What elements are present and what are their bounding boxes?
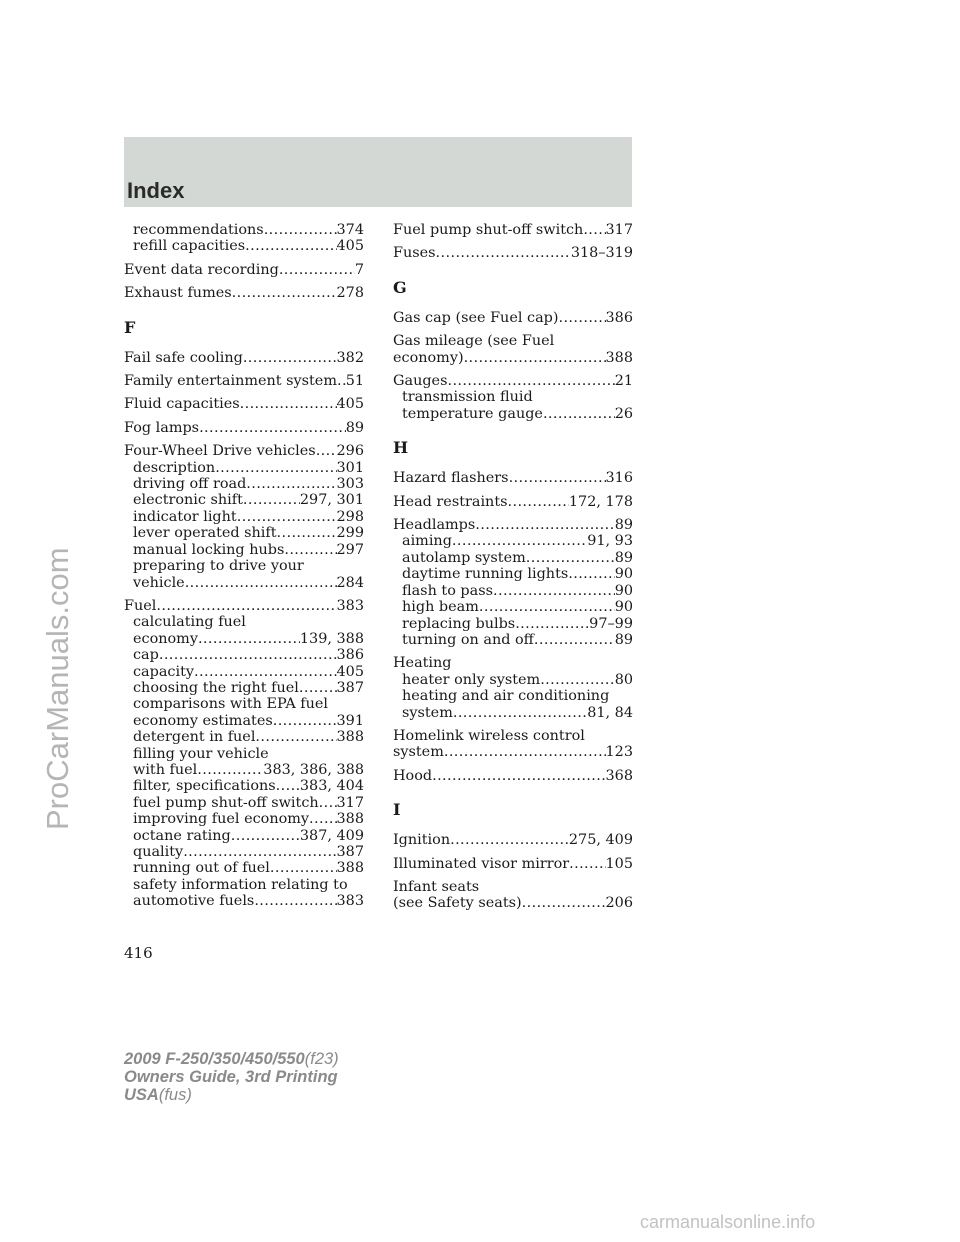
- dot-leader: [432, 768, 605, 784]
- index-entry-term: Fuel: [124, 597, 157, 614]
- index-entry-term: vehicle: [133, 574, 185, 591]
- index-entry: [393, 744, 633, 760]
- dot-leader: [464, 350, 606, 366]
- dot-leader: [444, 744, 606, 760]
- index-subentry: [393, 599, 633, 615]
- index-subentry: [393, 632, 633, 648]
- index-entry: [124, 420, 364, 436]
- index-letter-heading: H: [393, 438, 409, 458]
- footer-market: USA: [124, 1086, 159, 1104]
- index-entry: [393, 333, 633, 349]
- index-entry: [393, 728, 633, 744]
- index-entry-page: 386: [605, 309, 633, 326]
- index-entry-term: transmission fluid: [402, 389, 533, 406]
- index-entry-term: temperature gauge: [402, 405, 543, 422]
- index-subentry: [124, 729, 364, 745]
- index-subentry: [124, 860, 364, 876]
- footer-model-code: (f23): [304, 1050, 339, 1068]
- dot-leader: [534, 632, 615, 648]
- index-entry-term: high beam: [402, 599, 479, 616]
- index-subentry: [124, 631, 364, 647]
- index-entry-term: Heating: [393, 655, 452, 672]
- index-entry-term: turning on and off: [402, 631, 534, 648]
- index-subentry: [124, 575, 364, 591]
- index-subentry: [393, 406, 633, 422]
- index-subentry: [124, 525, 364, 541]
- index-entry: [393, 373, 633, 389]
- index-subentry: [124, 509, 364, 525]
- index-entry: [393, 517, 633, 533]
- index-entry-page: 123: [605, 744, 633, 761]
- dot-leader: [452, 533, 587, 549]
- index-subentry: [393, 389, 633, 405]
- dot-leader: [243, 350, 337, 366]
- index-subentry: [124, 664, 364, 680]
- index-entry-page: 278: [336, 285, 364, 302]
- page-number: 416: [124, 944, 153, 962]
- index-entry-term: replacing bulbs: [402, 615, 516, 632]
- index-subentry: [124, 877, 364, 893]
- index-entry-page: 374: [336, 222, 364, 238]
- index-entry-page: 388: [336, 811, 364, 828]
- index-entry-page: 388: [336, 729, 364, 746]
- index-subentry: [124, 828, 364, 844]
- index-entry-page: 303: [336, 476, 364, 493]
- index-entry: [393, 494, 633, 510]
- dot-leader: [583, 222, 605, 238]
- index-entry-page: 391: [336, 712, 364, 729]
- index-entry-page: 298: [336, 508, 364, 525]
- dot-leader: [319, 795, 337, 811]
- index-entry-term: Gauges: [393, 373, 448, 390]
- dot-leader: [159, 647, 337, 663]
- index-entry-term: daytime running lights: [402, 566, 569, 583]
- dot-leader: [245, 238, 336, 254]
- index-entry: [393, 768, 633, 784]
- index-subentry: [393, 550, 633, 566]
- index-entry-term: system: [402, 704, 453, 721]
- dot-leader: [243, 492, 300, 508]
- index-entry-page: 297: [336, 541, 364, 558]
- index-entry-term: Illuminated visor mirror: [393, 855, 570, 872]
- dot-leader: [276, 778, 300, 794]
- index-entry-term: automotive fuels: [133, 893, 255, 910]
- dot-leader: [316, 443, 337, 459]
- index-subentry: [393, 672, 633, 688]
- index-entry-page: 297, 301: [299, 492, 364, 509]
- index-entry: [393, 856, 633, 872]
- index-entry-term: (see Safety seats): [393, 895, 522, 912]
- index-entry-term: capacity: [133, 663, 195, 680]
- dot-leader: [156, 598, 336, 614]
- header-band: [124, 137, 632, 207]
- index-subentry: [124, 238, 364, 254]
- index-entry-page: 387: [336, 679, 364, 696]
- bottom-watermark: carmanualsonline.info: [640, 1212, 816, 1232]
- index-entry-page: 80: [614, 671, 633, 688]
- dot-leader: [183, 844, 336, 860]
- dot-leader: [447, 373, 614, 389]
- index-subentry: [124, 746, 364, 762]
- index-entry-page: 91, 93: [587, 533, 633, 550]
- index-subentry: [124, 647, 364, 663]
- index-entry-page: 388: [605, 349, 633, 366]
- index-letter-heading: G: [393, 277, 407, 297]
- dot-leader: [273, 713, 337, 729]
- index-subentry: [393, 566, 633, 582]
- dot-leader: [232, 285, 337, 301]
- index-entry-term: Head restraints: [393, 493, 508, 510]
- index-entry: [124, 443, 364, 459]
- index-entry: [393, 655, 633, 671]
- dot-leader: [270, 860, 337, 876]
- index-entry-page: 90: [614, 582, 633, 599]
- dot-leader: [231, 828, 300, 844]
- dot-leader: [198, 631, 300, 647]
- index-entry-page: 89: [614, 549, 633, 566]
- index-entry-page: 317: [336, 794, 364, 811]
- index-entry-page: 97–99: [589, 615, 633, 632]
- index-entry-term: comparisons with EPA fuel: [133, 696, 329, 713]
- dot-leader: [264, 222, 337, 238]
- index-entry-term: manual locking hubs: [133, 541, 285, 558]
- index-entry-page: 405: [336, 663, 364, 680]
- footer-market-code: (fus): [158, 1086, 192, 1104]
- index-entry-term: safety information relating to: [133, 876, 348, 893]
- dot-leader: [558, 310, 605, 326]
- index-entry-page: 386: [336, 647, 364, 664]
- index-entry-page: 383: [336, 597, 364, 614]
- dot-leader: [543, 406, 615, 422]
- index-entry-term: Family entertainment system: [124, 373, 337, 390]
- index-entry-page: 81, 84: [587, 704, 633, 721]
- index-column-right: [393, 222, 633, 912]
- index-entry-term: Fuel pump shut-off switch: [393, 222, 584, 238]
- index-entry-page: 383, 386, 388: [263, 761, 364, 778]
- index-entry-term: Fail safe cooling: [124, 349, 243, 366]
- index-entry-page: 7: [354, 261, 364, 278]
- index-subentry: [124, 542, 364, 558]
- index-entry-page: 383, 404: [299, 778, 364, 795]
- dot-leader: [522, 895, 606, 911]
- index-entry-term: octane rating: [133, 827, 231, 844]
- index-entry-term: Hazard flashers: [393, 470, 509, 487]
- index-subentry: [393, 533, 633, 549]
- index-entry: [393, 350, 633, 366]
- index-entry: [124, 598, 364, 614]
- index-subentry: [124, 795, 364, 811]
- index-entry-page: 89: [614, 517, 633, 534]
- footer-model: 2009 F-250/350/450/550: [124, 1050, 305, 1068]
- index-entry-term: detergent in fuel: [133, 729, 256, 746]
- index-entry-term: electronic shift: [133, 492, 243, 509]
- dot-leader: [299, 680, 337, 696]
- dot-leader: [526, 550, 615, 566]
- index-letter-heading: I: [393, 800, 401, 820]
- index-entry-term: Homelink wireless control: [393, 727, 585, 744]
- index-entry-page: 382: [336, 349, 364, 366]
- index-entry-term: heater only system: [402, 671, 541, 688]
- index-entry-page: 387, 409: [299, 827, 364, 844]
- index-entry-term: improving fuel economy: [133, 811, 310, 828]
- dot-leader: [509, 470, 606, 486]
- index-entry-term: Gas mileage (see Fuel: [393, 333, 555, 350]
- dot-leader: [450, 832, 569, 848]
- index-entry-page: 89: [614, 631, 633, 648]
- dot-leader: [337, 373, 346, 389]
- dot-leader: [185, 575, 337, 591]
- index-entry: [124, 350, 364, 366]
- index-letter-heading: F: [124, 317, 136, 337]
- index-entry-page: 90: [614, 566, 633, 583]
- dot-leader: [246, 476, 336, 492]
- index-entry-term: filter, specifications: [133, 778, 276, 795]
- index-entry-term: Ignition: [393, 832, 451, 849]
- index-entry-term: driving off road: [133, 476, 247, 493]
- index-entry-page: 317: [605, 222, 633, 238]
- dot-leader: [568, 566, 614, 582]
- dot-leader: [515, 616, 589, 632]
- index-subentry: [124, 696, 364, 712]
- index-subentry: [393, 616, 633, 632]
- index-entry-page: 296: [336, 443, 364, 460]
- index-entry-page: 405: [336, 396, 364, 413]
- dot-leader: [237, 509, 337, 525]
- index-entry-term: with fuel: [133, 761, 198, 778]
- dot-leader: [194, 664, 337, 680]
- dot-leader: [453, 705, 587, 721]
- index-entry-term: Gas cap (see Fuel cap): [393, 309, 559, 326]
- index-entry-page: 172, 178: [568, 493, 633, 510]
- index-subentry: [124, 844, 364, 860]
- dot-leader: [279, 262, 355, 278]
- index-entry-term: quality: [133, 844, 184, 860]
- index-entry: [124, 262, 364, 278]
- side-watermark-text: ProCarManuals.com: [40, 547, 75, 830]
- footer-edition-info: [124, 1050, 339, 1104]
- index-entry-page: 26: [614, 405, 633, 422]
- index-entry-term: filling your vehicle: [133, 745, 269, 762]
- index-entry-page: 90: [614, 599, 633, 616]
- index-entry-term: calculating fuel: [133, 614, 246, 631]
- index-entry-page: 206: [605, 895, 633, 912]
- index-entry-term: flash to pass: [402, 582, 493, 599]
- index-subentry: [124, 680, 364, 696]
- index-entry-page: 388: [336, 860, 364, 877]
- dot-leader: [199, 420, 346, 436]
- index-entry-term: Four-Wheel Drive vehicles: [124, 443, 316, 460]
- index-entry-page: 387: [336, 844, 364, 860]
- index-subentry: [124, 476, 364, 492]
- index-entry-page: 299: [336, 525, 364, 542]
- index-entry-term: autolamp system: [402, 549, 526, 566]
- dot-leader: [277, 525, 337, 541]
- index-entry-term: Headlamps: [393, 517, 476, 534]
- dot-leader: [479, 599, 615, 615]
- index-entry-term: Fog lamps: [124, 419, 200, 436]
- index-subentry: [393, 705, 633, 721]
- index-entry-term: indicator light: [133, 508, 237, 525]
- index-entry-page: 301: [336, 459, 364, 476]
- footer-printing: Owners Guide, 3rd Printing: [124, 1068, 338, 1086]
- index-subentry: [393, 583, 633, 599]
- index-entry-term: aiming: [402, 533, 452, 550]
- index-subentry: [124, 222, 364, 238]
- index-entry: [393, 895, 633, 911]
- index-entry-term: Exhaust fumes: [124, 285, 232, 302]
- dot-leader: [475, 517, 614, 533]
- index-entry-term: Event data recording: [124, 261, 279, 278]
- index-entry-page: 139, 388: [299, 630, 364, 647]
- index-entry-term: heating and air conditioning: [402, 688, 610, 705]
- index-subentry: [124, 778, 364, 794]
- index-entry: [124, 373, 364, 389]
- index-entry-term: Hood: [393, 767, 433, 784]
- dot-leader: [508, 494, 569, 510]
- index-entry-term: running out of fuel: [133, 860, 270, 877]
- index-column-left: [124, 222, 364, 910]
- index-entry: [124, 285, 364, 301]
- index-subentry: [124, 492, 364, 508]
- index-entry-term: economy estimates: [133, 712, 273, 729]
- index-subentry: [124, 558, 364, 574]
- index-subentry: [124, 893, 364, 909]
- index-entry-term: system: [393, 744, 444, 761]
- dot-leader: [493, 583, 615, 599]
- index-entry-term: Fuses: [393, 245, 436, 262]
- index-entry-page: 405: [336, 238, 364, 255]
- index-entry: [393, 245, 633, 261]
- index-entry-page: 275, 409: [568, 832, 633, 849]
- side-watermark: [0, 0, 75, 1242]
- index-entry-term: refill capacities: [133, 238, 246, 255]
- index-entry-term: Fluid capacities: [124, 396, 240, 413]
- dot-leader: [436, 245, 571, 261]
- index-entry-term: description: [133, 459, 216, 476]
- index-entry: [393, 832, 633, 848]
- dot-leader: [254, 893, 336, 909]
- index-entry-page: 89: [345, 419, 364, 436]
- index-entry-term: choosing the right fuel: [133, 679, 299, 696]
- index-entry-page: 21: [614, 373, 633, 390]
- index-subentry: [393, 688, 633, 704]
- index-entry: [124, 396, 364, 412]
- index-subentry: [124, 762, 364, 778]
- index-entry-term: fuel pump shut-off switch: [133, 794, 319, 811]
- dot-leader: [284, 542, 336, 558]
- index-entry: [393, 222, 633, 238]
- index-subentry: [124, 811, 364, 827]
- index-entry-term: economy: [133, 630, 198, 647]
- index-subentry: [124, 713, 364, 729]
- index-entry-page: 51: [345, 373, 364, 390]
- index-entry-term: preparing to drive your: [133, 558, 304, 575]
- index-entry: [393, 879, 633, 895]
- dot-leader: [240, 396, 337, 412]
- dot-leader: [215, 460, 336, 476]
- index-subentry: [124, 460, 364, 476]
- index-entry-page: 383: [336, 893, 364, 910]
- index-entry-page: 318–319: [570, 245, 633, 262]
- index-entry-term: lever operated shift: [133, 525, 277, 542]
- index-entry-page: 316: [605, 470, 633, 487]
- dot-leader: [309, 811, 337, 827]
- index-entry: [393, 470, 633, 486]
- index-entry-page: 284: [336, 574, 364, 591]
- page-title: Index: [127, 178, 185, 203]
- index-entry-page: 105: [605, 855, 633, 872]
- index-entry-term: recommendations: [133, 222, 264, 238]
- dot-leader: [540, 672, 614, 688]
- index-subentry: [124, 614, 364, 630]
- dot-leader: [197, 762, 263, 778]
- index-entry: [393, 310, 633, 326]
- index-entry-term: cap: [133, 647, 159, 664]
- index-entry-term: Infant seats: [393, 878, 480, 895]
- index-entry-page: 368: [605, 767, 633, 784]
- dot-leader: [255, 729, 336, 745]
- dot-leader: [569, 856, 605, 872]
- index-entry-term: economy): [393, 349, 464, 366]
